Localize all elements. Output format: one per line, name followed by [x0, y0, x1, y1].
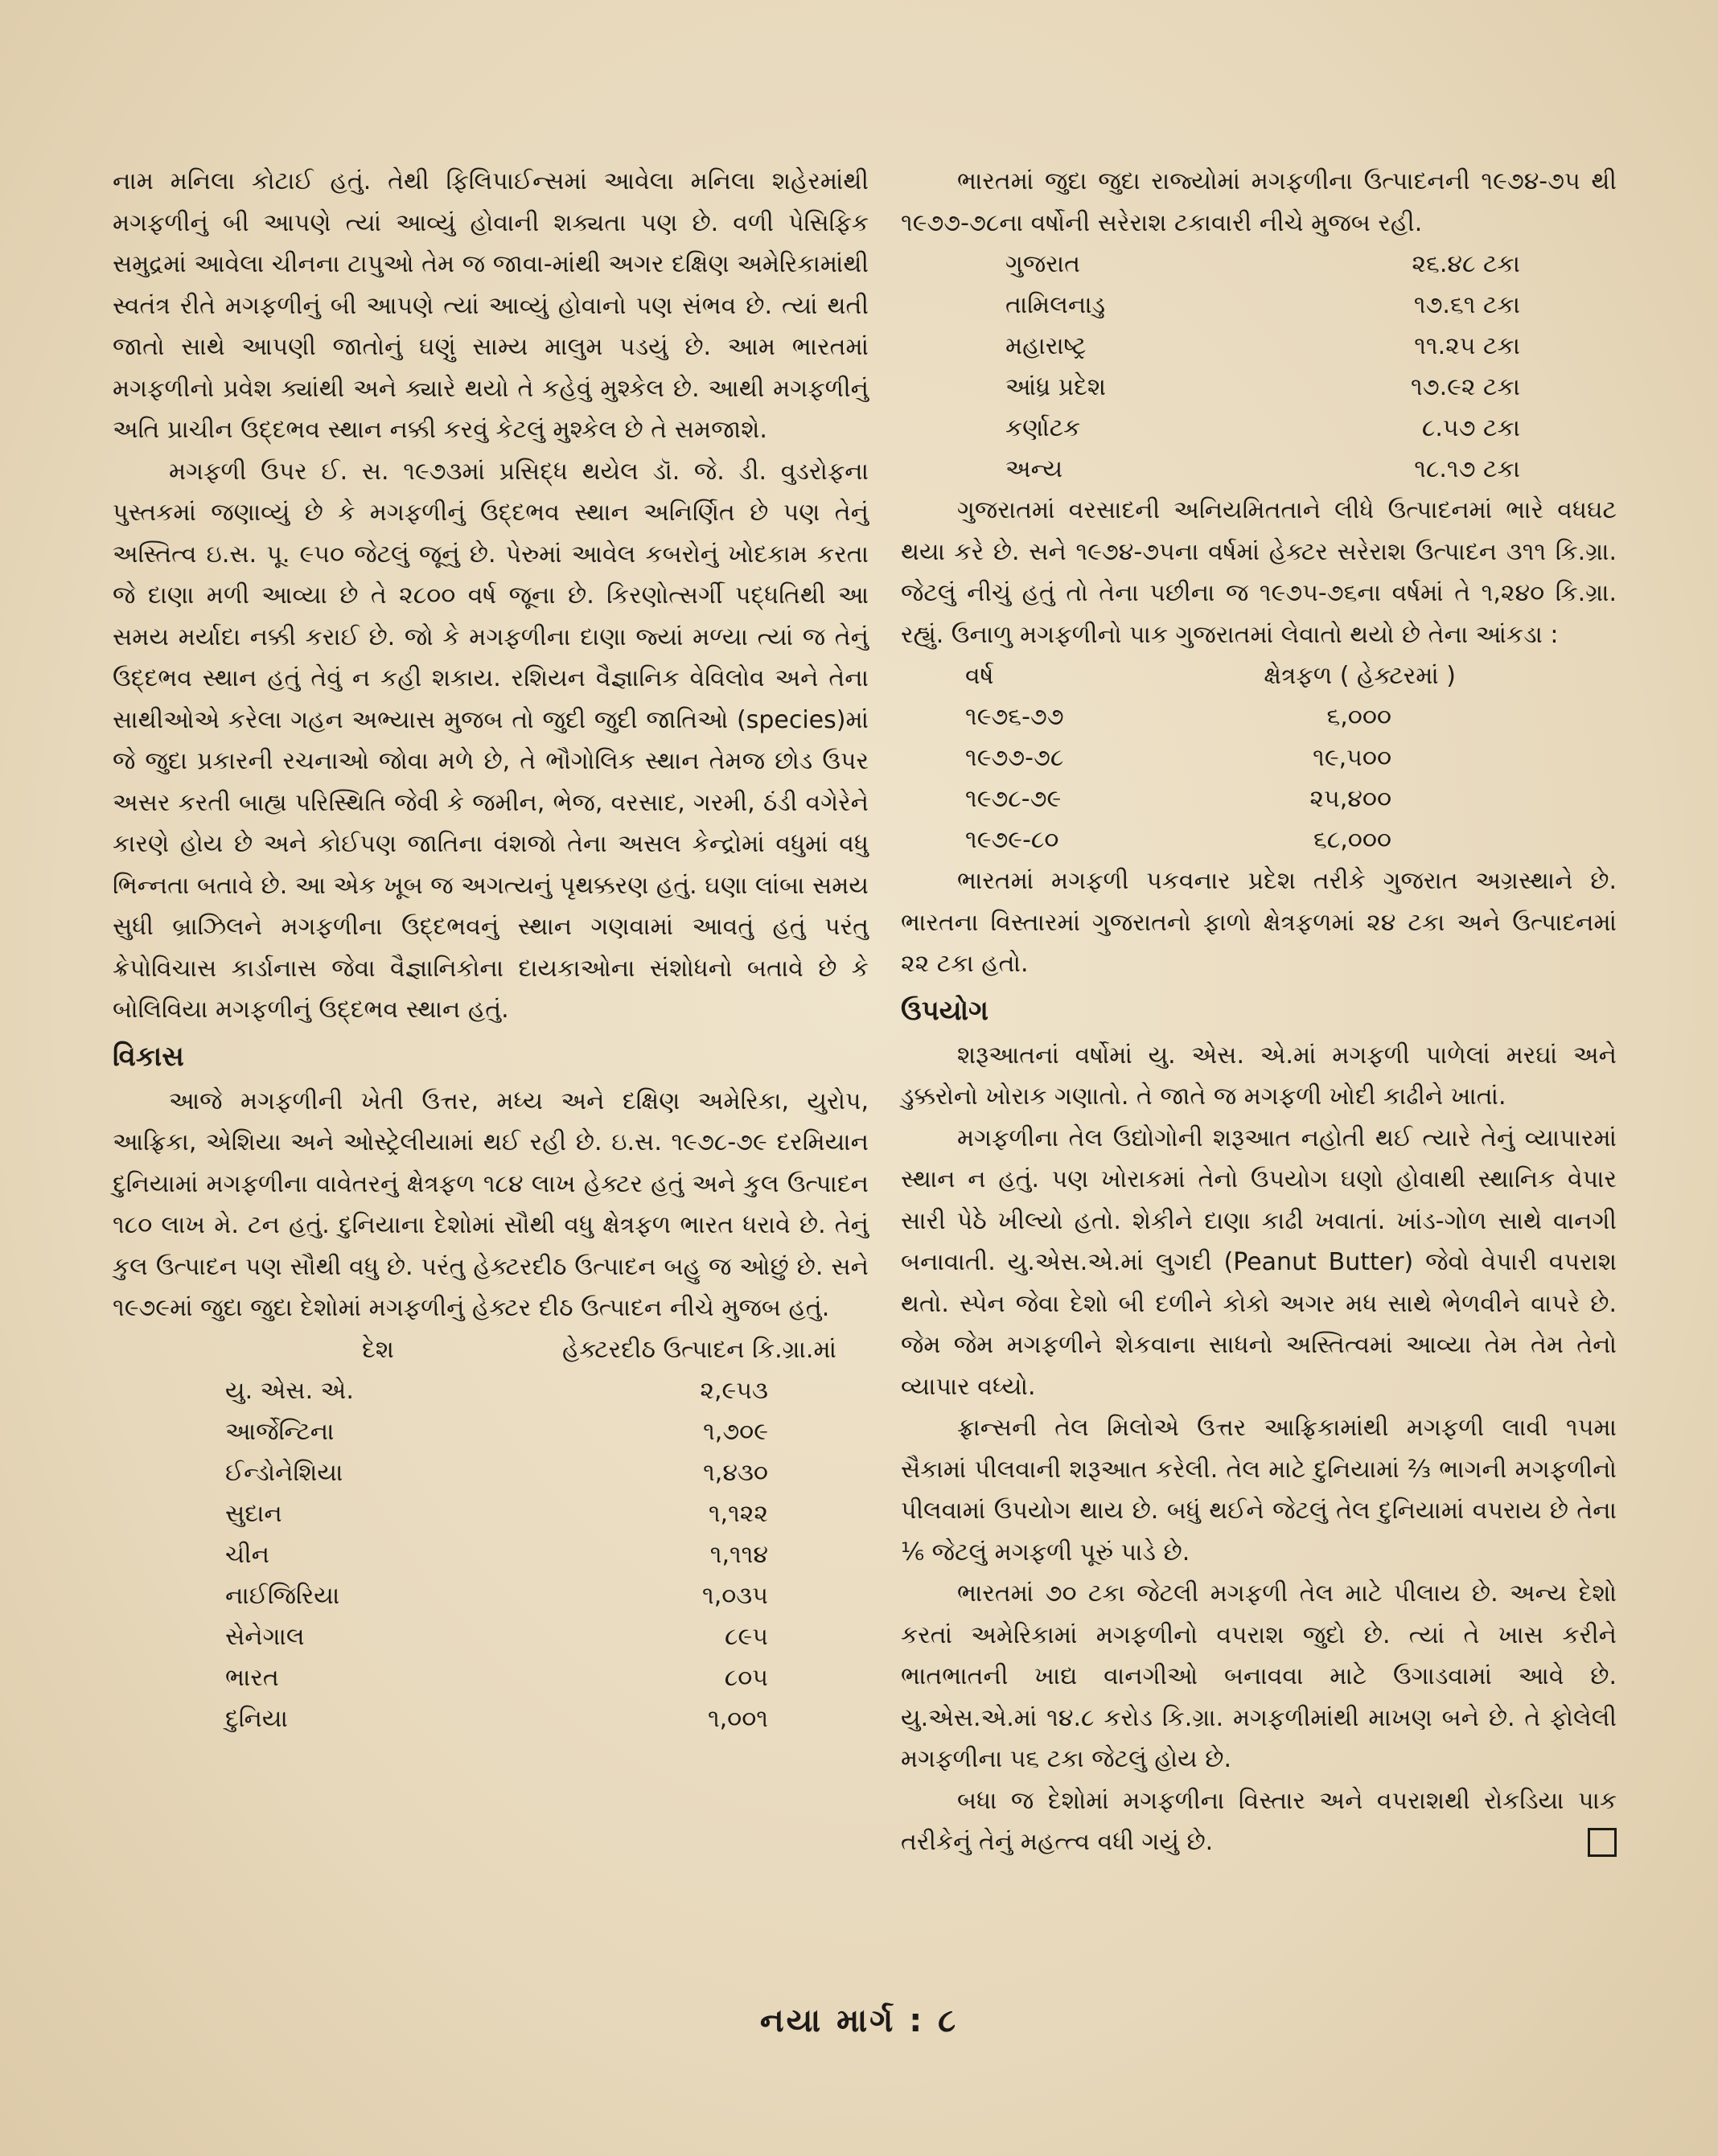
- table-row: [965, 737, 1480, 778]
- table-row: [1005, 285, 1520, 326]
- paragraph: ગુજરાતમાં વરસાદની અનિયમિતતાને લીધે ઉત્પાદનમાં ભારે વધઘટ થયા કરે છે. સને ૧૯૭૪-૭૫ના વર્ષમાં હેક્ટર સરેરાશ ઉત્પાદન ૩૧૧ કિ.ગ્રા. જેટલું નીચું હતું તો તેના પછીના જ ૧૯૭૫-૭૬ના વર્ષમાં તે ૧,૨૪૦ કિ.ગ્રા. રહ્યું. ઉનાળુ મગફળીનો પાક ગુજરાતમાં લેવાતો થયો છે તેના આંકડા :: [901, 496, 1617, 649]
- area-value: ૬૮,૦૦૦: [1313, 826, 1391, 854]
- table-header-row: [965, 655, 1480, 696]
- country-name: ભારત: [225, 1663, 279, 1692]
- end-mark-icon: [1588, 1828, 1617, 1857]
- table-row: [177, 1370, 845, 1411]
- table-row: [965, 696, 1480, 737]
- table-row: [177, 1493, 845, 1534]
- yield-value: ૧,૧૧૪: [709, 1540, 768, 1569]
- state-percent: ૧૮.૧૭ ટકા: [1414, 455, 1520, 483]
- country-name: દુનિયા: [225, 1704, 288, 1733]
- country-name: નાઈજિરિયા: [225, 1581, 340, 1610]
- paragraph: મગફળીના તેલ ઉદ્યોગોની શરૂઆત નહોતી થઈ ત્યારે તેનું વ્યાપારમાં સ્થાન ન હતું. પણ ખોરાકમાં તેનો ઉપયોગ ઘણો હોવાથી સ્થાનિક વેપાર સારી પેઠે ખીલ્યો હતો. શેકીને દાણા કાઢી ખવાતાં. ખાંડ-ગોળ સાથે વાનગી બનાવાતી. યુ.એસ.એ.માં લુગદી (Peanut Butter) જેવો વેપારી વપરાશ થતો. સ્પેન જેવા દેશો બી દળીને કોકો અગર મધ સાથે ભેળવીને વાપરે છે. જેમ જેમ મગફળીને શેકવાના સાધનો અસ્તિત્વમાં આવ્યા તેમ તેમ તેનો વ્યાપાર વધ્યો.: [901, 1123, 1617, 1401]
- table-row: [1005, 244, 1520, 285]
- table-row: [965, 819, 1480, 860]
- area-value: ૬,૦૦૦: [1326, 703, 1391, 731]
- state-name: કર્ણાટક: [1005, 414, 1081, 442]
- yield-value: ૨,૯૫૩: [700, 1376, 768, 1405]
- table-row: [177, 1411, 845, 1452]
- country-name: આર્જેન્ટિના: [225, 1417, 335, 1446]
- table-row: [1005, 326, 1520, 367]
- year-label: ૧૯૭૯-૮૦: [965, 826, 1059, 854]
- paragraph: આજે મગફળીની ખેતી ઉત્તર, મધ્ય અને દક્ષિણ અમેરિકા, યુરોપ, આફ્રિકા, એશિયા અને ઓસ્ટ્રેલીયામાં થઈ રહી છે. ઇ.સ. ૧૯૭૮-૭૯ દરમિયાન દુનિયામાં મગફળીના વાવેતરનું ક્ષેત્રફળ ૧૮૪ લાખ હેક્ટર હતું અને કુલ ઉત્પાદન ૧૮૦ લાખ મે. ટન હતું. દુનિયાના દેશોમાં સૌથી વધુ ક્ષેત્રફળ ભારત ધરાવે છે. તેનું કુલ ઉત્પાદન પણ સૌથી વધુ છે. પરંતુ હેક્ટરદીઠ ઉત્પાદન બહુ જ ઓછું છે. સને ૧૯૭૯માં જુદા જુદા દેશોમાં મગફળીનું હેક્ટર દીઠ ઉત્પાદન નીચે મુજબ હતું.: [113, 1086, 869, 1322]
- state-name: મહારાષ્ટ્ર: [1005, 332, 1087, 360]
- state-name: અન્ય: [1005, 455, 1063, 483]
- paragraph: ફ્રાન્સની તેલ મિલોએ ઉત્તર આફ્રિકામાંથી મગફળી લાવી ૧૫મા સૈકામાં પીલવાની શરૂઆત કરેલી. તેલ માટે દુનિયામાં ⅔ ભાગની મગફળીનો પીલવામાં ઉપયોગ થાય છે. બધું થઈને જેટલું તેલ દુનિયામાં વપરાય છે તેના ⅙ જેટલું મગફળી પૂરું પાડે છે.: [901, 1414, 1617, 1567]
- table-row: [177, 1575, 845, 1616]
- state-name: આંધ્ર પ્રદેશ: [1005, 373, 1107, 401]
- paragraph: ભારતમાં મગફળી પકવનાર પ્રદેશ તરીકે ગુજરાત અગ્રસ્થાને છે. ભારતના વિસ્તારમાં ગુજરાતનો ફાળો ક્ષેત્રફળમાં ૨૪ ટકા અને ઉત્પાદનમાં ૨૨ ટકા હતો.: [901, 867, 1617, 978]
- state-name: ગુજરાત: [1005, 250, 1081, 278]
- country-name: યુ. એસ. એ.: [225, 1376, 354, 1405]
- state-percent: ૧૭.૬૧ ટકા: [1413, 291, 1520, 319]
- yield-value: ૧,૪૩૦: [703, 1458, 768, 1487]
- table-row: [1005, 408, 1520, 449]
- year-label: ૧૯૭૮-૭૯: [965, 785, 1062, 813]
- state-percent: ૧૧.૨૫ ટકા: [1414, 332, 1520, 360]
- table-header-row: [177, 1329, 845, 1370]
- right-column: [901, 161, 1617, 1863]
- paragraph: [901, 1780, 1617, 1863]
- country-name: ઈન્ડોનેશિયા: [225, 1458, 343, 1487]
- country-yield-table: [177, 1329, 845, 1739]
- table-row: [1005, 367, 1520, 408]
- state-share-table: [1005, 244, 1520, 490]
- yield-value: ૧,૦૩૫: [702, 1581, 768, 1610]
- state-percent: ૮.૫૭ ટકા: [1421, 414, 1520, 442]
- yield-value: ૧,૧૨૨: [708, 1499, 768, 1528]
- page-footer: નયા માર્ગ : ૮: [759, 2002, 959, 2039]
- column-header-country: દેશ: [362, 1335, 394, 1364]
- state-name: તામિલનાડુ: [1005, 291, 1106, 319]
- table-row: [177, 1452, 845, 1493]
- yield-value: ૮૯૫: [725, 1622, 768, 1651]
- yield-value: ૮૦૫: [724, 1663, 768, 1692]
- column-header-year: વર્ષ: [965, 662, 994, 690]
- left-column: [113, 161, 869, 1739]
- table-row: [965, 778, 1480, 819]
- section-heading-upayog: ઉપયોગ: [901, 994, 988, 1027]
- country-name: ચીન: [225, 1540, 269, 1569]
- year-label: ૧૯૭૬-૭૭: [965, 703, 1064, 731]
- paragraph-text: બધા જ દેશોમાં મગફળીના વિસ્તાર અને વપરાશથી રોકડિયા પાક તરીકેનું તેનું મહત્ત્વ વધી ગયું છે.: [901, 1786, 1617, 1856]
- paragraph: શરૂઆતનાં વર્ષોમાં યુ. એસ. એ.માં મગફળી પાળેલાં મરઘાં અને ડુક્કરોનો ખોરાક ગણાતો. તે જાતે જ મગફળી ખોદી કાઢીને ખાતાં.: [901, 1041, 1617, 1111]
- state-percent: ૨૬.૪૮ ટકા: [1412, 250, 1520, 278]
- area-value: ૧૯,૫૦૦: [1313, 744, 1391, 772]
- paragraph: ભારતમાં જુદા જુદા રાજ્યોમાં મગફળીના ઉત્પાદનની ૧૯૭૪-૭૫ થી ૧૯૭૭-૭૮ના વર્ષોની સરેરાશ ટકાવારી નીચે મુજબ રહી.: [901, 167, 1617, 237]
- year-label: ૧૯૭૭-૭૮: [965, 744, 1064, 772]
- yield-value: ૧,૦૦૧: [707, 1704, 768, 1733]
- table-row: [177, 1534, 845, 1575]
- paragraph: નામ મનિલા કોટાઈ હતું. તેથી ફિલિપાઈન્સમાં આવેલા મનિલા શહેરમાંથી મગફળીનું બી આપણે ત્યાં આવ્યું હોવાની શક્યતા પણ છે. વળી પેસિફિક સમુદ્રમાં આવેલા ચીનના ટાપુઓ તેમ જ જાવા-માંથી અગર દક્ષિણ અમેરિકામાંથી સ્વતંત્ર રીતે મગફળીનું બી આપણે ત્યાં આવ્યું હોવાનો પણ સંભવ છે. ત્યાં થતી જાતો સાથે આપણી જાતોનું ઘણું સામ્ય માલુમ પડયું છે. આમ ભારતમાં મગફળીનો પ્રવેશ ક્યાંથી અને ક્યારે થયો તે કહેવું મુશ્કેલ છે. આથી મગફળીનું અતિ પ્રાચીન ઉદ્દભવ સ્થાન નક્કી કરવું કેટલું મુશ્કેલ છે તે સમજાશે.: [113, 167, 869, 444]
- yield-value: ૧,૭૦૯: [703, 1417, 768, 1446]
- table-row: [177, 1657, 845, 1698]
- paragraph: ભારતમાં ૭૦ ટકા જેટલી મગફળી તેલ માટે પીલાય છે. અન્ય દેશો કરતાં અમેરિકામાં મગફળીનો વપરાશ જુદો છે. ત્યાં તે ખાસ કરીને ભાતભાતની ખાદ્ય વાનગીઓ બનાવવા માટે ઉગાડવામાં આવે છે. યુ.એસ.એ.માં ૧૪.૮ કરોડ કિ.ગ્રા. મગફળીમાંથી માખણ બને છે. તે ફોલેલી મગફળીના ૫૬ ટકા જેટલું હોય છે.: [901, 1579, 1617, 1773]
- column-header-yield: હેક્ટરદીઠ ઉત્પાદન કિ.ગ્રા.માં: [561, 1335, 836, 1364]
- table-row: [177, 1698, 845, 1739]
- paragraph: મગફળી ઉપર ઈ. સ. ૧૯૭૩માં પ્રસિદ્ધ થયેલ ડૉ. જે. ડી. વુડરોફના પુસ્તકમાં જણાવ્યું છે કે મગફળીનું ઉદ્દભવ સ્થાન અનિર્ણિત છે પણ તેનું અસ્તિત્વ ઇ.સ. પૂ. ૯૫૦ જેટલું જૂનું છે. પેરુમાં આવેલ કબરોનું ખોદકામ કરતા જે દાણા મળી આવ્યા છે તે ૨૮૦૦ વર્ષ જૂના છે. કિરણોત્સર્ગી પદ્ધતિથી આ સમય મર્યાદા નક્કી કરાઈ છે. જો કે મગફળીના દાણા જ્યાં મળ્યા ત્યાં જ તેનું ઉદ્દભવ સ્થાન હતું તેવું ન કહી શકાય. રશિયન વૈજ્ઞાનિક વેવિલોવ અને તેના સાથીઓએ કરેલા ગહન અભ્યાસ મુજબ તો જુદી જુદી જાતિઓ (species)માં જે જુદા પ્રકારની રચનાઓ જોવા મળે છે, તે ભૌગોલિક સ્થાન તેમજ છોડ ઉપર અસર કરતી બાહ્ય પરિસ્થિતિ જેવી કે જમીન, ભેજ, વરસાદ, ગરમી, ઠંડી વગેરેને કારણે હોય છે અને કોઈપણ જાતિના વંશજો તેના અસલ કેન્દ્રોમાં વધુમાં વધુ ભિન્નતા બતાવે છે. આ એક ખૂબ જ અગત્યનું પૃથક્કરણ હતું. ઘણા લાંબા સમય સુધી બ્રાઝિલને મગફળીના ઉદ્દભવનું સ્થાન ગણવામાં આવતું હતું પરંતુ ક્રેપોવિચાસ કાર્ડાનાસ જેવા વૈજ્ઞાનિકોના દાયકાઓના સંશોધનો બતાવે છે કે બોલિવિયા મગફળીનું ઉદ્દભવ સ્થાન હતું.: [113, 457, 869, 1024]
- table-row: [1005, 449, 1520, 490]
- country-name: સુદાન: [225, 1499, 282, 1528]
- state-percent: ૧૭.૯૨ ટકા: [1411, 373, 1520, 401]
- table-row: [177, 1616, 845, 1657]
- column-header-area: ક્ષેત્રફળ ( હેક્ટરમાં ): [1264, 662, 1456, 690]
- summer-groundnut-area-table: [965, 655, 1480, 860]
- area-value: ૨૫,૪૦૦: [1309, 785, 1391, 813]
- section-heading-vikas: વિકાસ: [113, 1040, 184, 1073]
- country-name: સેનેગાલ: [225, 1622, 305, 1651]
